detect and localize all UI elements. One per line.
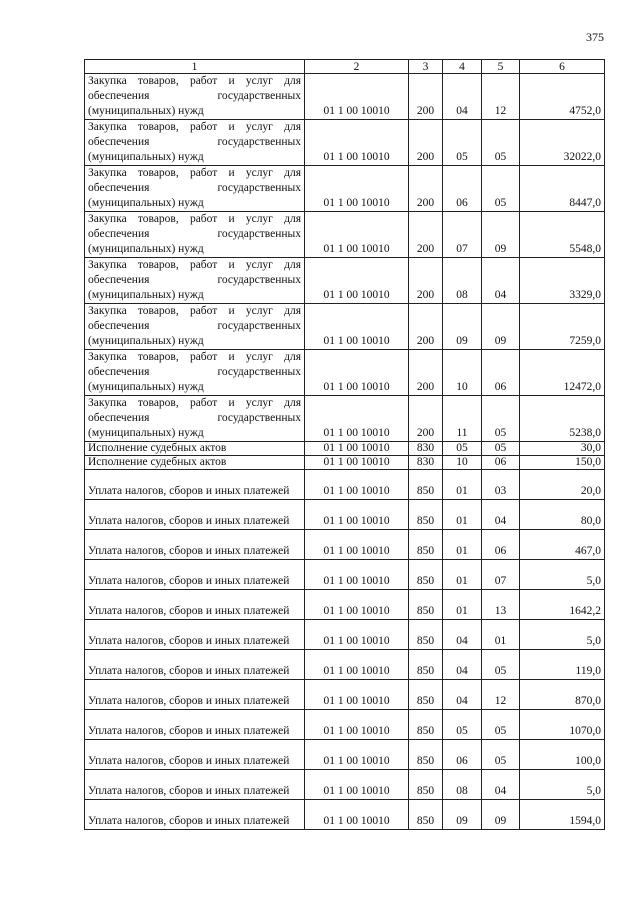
row-name-cell: Закупка товаров, работ и услуг для обеспечения государственных (муниципальных) нужд — [85, 396, 305, 442]
row-vr-cell: 200 — [409, 166, 443, 212]
table-row — [85, 650, 605, 680]
row-sum-cell: 150,0 — [520, 456, 605, 470]
row-vr-cell: 850 — [409, 620, 443, 650]
row-csr-cell: 01 1 00 10010 — [305, 800, 409, 830]
row-sum-cell: 4752,0 — [520, 74, 605, 120]
row-csr-cell: 01 1 00 10010 — [305, 740, 409, 770]
table-row — [85, 500, 605, 530]
row-rz-cell: 10 — [443, 350, 482, 396]
row-sum-cell: 8447,0 — [520, 166, 605, 212]
row-rz-cell: 01 — [443, 590, 482, 620]
row-rz-cell: 04 — [443, 650, 482, 680]
table-row — [85, 212, 605, 258]
row-vr-cell: 850 — [409, 680, 443, 710]
row-name-cell: Уплата налогов, сборов и иных платежей — [85, 470, 305, 500]
row-csr-cell: 01 1 00 10010 — [305, 120, 409, 166]
row-name-cell: Закупка товаров, работ и услуг для обеспечения государственных (муниципальных) нужд — [85, 74, 305, 120]
row-sum-cell: 80,0 — [520, 500, 605, 530]
table-row — [85, 710, 605, 740]
page-number: 375 — [586, 30, 604, 44]
row-pr-cell: 05 — [482, 166, 520, 212]
row-rz-cell: 10 — [443, 456, 482, 470]
row-csr-cell: 01 1 00 10010 — [305, 456, 409, 470]
row-vr-cell: 850 — [409, 770, 443, 800]
table-row — [85, 120, 605, 166]
table-row — [85, 590, 605, 620]
table-row — [85, 740, 605, 770]
table-row — [85, 770, 605, 800]
row-csr-cell: 01 1 00 10010 — [305, 396, 409, 442]
row-csr-cell: 01 1 00 10010 — [305, 442, 409, 456]
row-pr-cell: 05 — [482, 396, 520, 442]
row-rz-cell: 06 — [443, 166, 482, 212]
row-rz-cell: 09 — [443, 800, 482, 830]
row-pr-cell: 06 — [482, 350, 520, 396]
row-pr-cell: 03 — [482, 470, 520, 500]
row-name-cell: Закупка товаров, работ и услуг для обеспечения государственных (муниципальных) нужд — [85, 304, 305, 350]
row-csr-cell: 01 1 00 10010 — [305, 74, 409, 120]
row-sum-cell: 20,0 — [520, 470, 605, 500]
row-vr-cell: 850 — [409, 650, 443, 680]
row-sum-cell: 30,0 — [520, 442, 605, 456]
header-row — [85, 60, 605, 74]
row-rz-cell: 09 — [443, 304, 482, 350]
row-sum-cell: 7259,0 — [520, 304, 605, 350]
row-vr-cell: 200 — [409, 74, 443, 120]
row-rz-cell: 05 — [443, 710, 482, 740]
row-rz-cell: 01 — [443, 500, 482, 530]
table-row — [85, 470, 605, 500]
row-rz-cell: 06 — [443, 740, 482, 770]
row-rz-cell: 01 — [443, 470, 482, 500]
row-sum-cell: 3329,0 — [520, 258, 605, 304]
row-csr-cell: 01 1 00 10010 — [305, 770, 409, 800]
row-vr-cell: 830 — [409, 456, 443, 470]
budget-table — [84, 59, 605, 830]
table-row — [85, 166, 605, 212]
row-name-cell: Закупка товаров, работ и услуг для обеспечения государственных (муниципальных) нужд — [85, 166, 305, 212]
row-sum-cell: 467,0 — [520, 530, 605, 560]
row-pr-cell: 13 — [482, 590, 520, 620]
header-cell-sum: 6 — [520, 60, 605, 74]
row-name-cell: Уплата налогов, сборов и иных платежей — [85, 620, 305, 650]
row-vr-cell: 200 — [409, 304, 443, 350]
row-rz-cell: 05 — [443, 120, 482, 166]
row-sum-cell: 12472,0 — [520, 350, 605, 396]
row-vr-cell: 200 — [409, 350, 443, 396]
row-name-cell: Закупка товаров, работ и услуг для обеспечения государственных (муниципальных) нужд — [85, 258, 305, 304]
table-row — [85, 258, 605, 304]
table-row — [85, 680, 605, 710]
row-vr-cell: 200 — [409, 258, 443, 304]
table-body — [85, 74, 605, 830]
row-csr-cell: 01 1 00 10010 — [305, 530, 409, 560]
row-rz-cell: 07 — [443, 212, 482, 258]
row-name-cell: Закупка товаров, работ и услуг для обеспечения государственных (муниципальных) нужд — [85, 212, 305, 258]
row-rz-cell: 11 — [443, 396, 482, 442]
row-csr-cell: 01 1 00 10010 — [305, 650, 409, 680]
row-name-cell: Уплата налогов, сборов и иных платежей — [85, 680, 305, 710]
row-name-cell: Исполнение судебных актов — [85, 456, 305, 470]
header-cell-csr: 2 — [305, 60, 409, 74]
row-sum-cell: 32022,0 — [520, 120, 605, 166]
row-sum-cell: 870,0 — [520, 680, 605, 710]
row-csr-cell: 01 1 00 10010 — [305, 590, 409, 620]
row-sum-cell: 5,0 — [520, 770, 605, 800]
row-pr-cell: 01 — [482, 620, 520, 650]
row-pr-cell: 04 — [482, 258, 520, 304]
row-name-cell: Закупка товаров, работ и услуг для обеспечения государственных (муниципальных) нужд — [85, 120, 305, 166]
row-name-cell: Уплата налогов, сборов и иных платежей — [85, 530, 305, 560]
row-pr-cell: 07 — [482, 560, 520, 590]
table-row — [85, 396, 605, 442]
row-rz-cell: 01 — [443, 530, 482, 560]
row-pr-cell: 09 — [482, 212, 520, 258]
table-row — [85, 350, 605, 396]
row-vr-cell: 200 — [409, 120, 443, 166]
row-rz-cell: 05 — [443, 442, 482, 456]
table-row — [85, 442, 605, 456]
row-csr-cell: 01 1 00 10010 — [305, 620, 409, 650]
row-name-cell: Уплата налогов, сборов и иных платежей — [85, 770, 305, 800]
row-csr-cell: 01 1 00 10010 — [305, 166, 409, 212]
row-vr-cell: 850 — [409, 800, 443, 830]
row-csr-cell: 01 1 00 10010 — [305, 258, 409, 304]
row-csr-cell: 01 1 00 10010 — [305, 350, 409, 396]
row-pr-cell: 05 — [482, 710, 520, 740]
row-csr-cell: 01 1 00 10010 — [305, 680, 409, 710]
row-rz-cell: 04 — [443, 74, 482, 120]
row-rz-cell: 08 — [443, 258, 482, 304]
row-rz-cell: 04 — [443, 680, 482, 710]
row-pr-cell: 12 — [482, 680, 520, 710]
header-cell-rz: 4 — [443, 60, 482, 74]
row-csr-cell: 01 1 00 10010 — [305, 304, 409, 350]
row-name-cell: Уплата налогов, сборов и иных платежей — [85, 590, 305, 620]
row-vr-cell: 850 — [409, 560, 443, 590]
row-pr-cell: 09 — [482, 304, 520, 350]
row-csr-cell: 01 1 00 10010 — [305, 500, 409, 530]
row-sum-cell: 100,0 — [520, 740, 605, 770]
row-sum-cell: 5238,0 — [520, 396, 605, 442]
table-row — [85, 304, 605, 350]
table-row — [85, 74, 605, 120]
row-vr-cell: 200 — [409, 212, 443, 258]
row-pr-cell: 05 — [482, 650, 520, 680]
row-name-cell: Уплата налогов, сборов и иных платежей — [85, 650, 305, 680]
row-csr-cell: 01 1 00 10010 — [305, 470, 409, 500]
row-sum-cell: 1070,0 — [520, 710, 605, 740]
row-name-cell: Исполнение судебных актов — [85, 442, 305, 456]
row-sum-cell: 1594,0 — [520, 800, 605, 830]
row-pr-cell: 06 — [482, 530, 520, 560]
row-name-cell: Уплата налогов, сборов и иных платежей — [85, 500, 305, 530]
row-name-cell: Уплата налогов, сборов и иных платежей — [85, 710, 305, 740]
row-pr-cell: 09 — [482, 800, 520, 830]
row-pr-cell: 05 — [482, 442, 520, 456]
row-sum-cell: 1642,2 — [520, 590, 605, 620]
row-vr-cell: 850 — [409, 710, 443, 740]
row-vr-cell: 850 — [409, 500, 443, 530]
row-sum-cell: 5548,0 — [520, 212, 605, 258]
row-csr-cell: 01 1 00 10010 — [305, 212, 409, 258]
row-pr-cell: 12 — [482, 74, 520, 120]
table-row — [85, 620, 605, 650]
row-rz-cell: 08 — [443, 770, 482, 800]
row-name-cell: Закупка товаров, работ и услуг для обеспечения государственных (муниципальных) нужд — [85, 350, 305, 396]
row-name-cell: Уплата налогов, сборов и иных платежей — [85, 560, 305, 590]
row-csr-cell: 01 1 00 10010 — [305, 560, 409, 590]
header-cell-vr: 3 — [409, 60, 443, 74]
row-csr-cell: 01 1 00 10010 — [305, 710, 409, 740]
header-cell-name: 1 — [85, 60, 305, 74]
row-vr-cell: 850 — [409, 590, 443, 620]
header-cell-pr: 5 — [482, 60, 520, 74]
row-vr-cell: 850 — [409, 530, 443, 560]
row-pr-cell: 05 — [482, 120, 520, 166]
row-sum-cell: 5,0 — [520, 620, 605, 650]
row-vr-cell: 200 — [409, 396, 443, 442]
row-pr-cell: 04 — [482, 770, 520, 800]
row-name-cell: Уплата налогов, сборов и иных платежей — [85, 800, 305, 830]
row-sum-cell: 119,0 — [520, 650, 605, 680]
row-pr-cell: 06 — [482, 456, 520, 470]
row-rz-cell: 01 — [443, 560, 482, 590]
table-row — [85, 800, 605, 830]
table-row — [85, 530, 605, 560]
row-vr-cell: 830 — [409, 442, 443, 456]
row-vr-cell: 850 — [409, 740, 443, 770]
row-pr-cell: 05 — [482, 740, 520, 770]
row-rz-cell: 04 — [443, 620, 482, 650]
row-pr-cell: 04 — [482, 500, 520, 530]
row-vr-cell: 850 — [409, 470, 443, 500]
row-sum-cell: 5,0 — [520, 560, 605, 590]
table-row — [85, 456, 605, 470]
row-name-cell: Уплата налогов, сборов и иных платежей — [85, 740, 305, 770]
table-row — [85, 560, 605, 590]
